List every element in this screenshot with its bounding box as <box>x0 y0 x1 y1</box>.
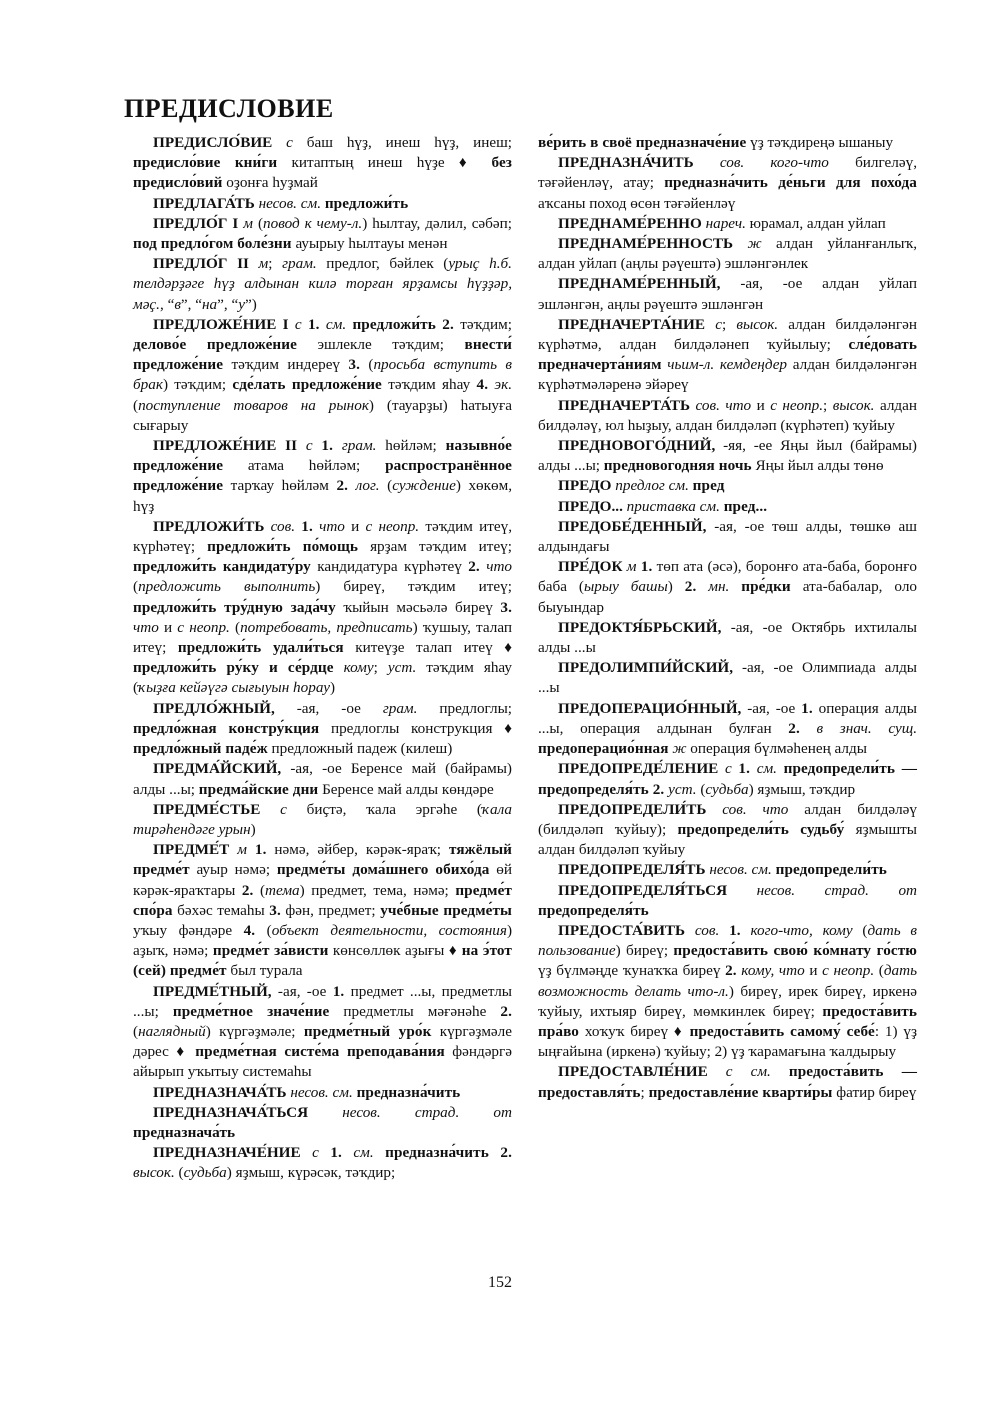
entry-headword: ПРЕДОЛИМПИ́ЙСКИЙ, <box>558 659 734 677</box>
entry-definition: с баш һүҙ, инеш һүҙ, инеш; предисло́вие кни́ги китаптың инеш һүҙе ♦ без предисло́вий оҙонға һуҙмай <box>133 134 513 192</box>
entry-definition: -ая, -ое 1. операция алды ...ы, операция алдынан булған 2. в знач. сущ. предоперацио́нная ж операция бүлмәһенең алды <box>538 699 917 758</box>
entry-definition: ве́рить в своё предназначе́ние үҙ тәҡдиреңә ышаныу <box>538 134 894 151</box>
dictionary-entry <box>538 699 917 760</box>
dictionary-entry <box>133 436 512 517</box>
entry-definition: несов. страд. от предназнача́ть <box>133 1103 512 1141</box>
dictionary-entry <box>538 517 917 557</box>
entry-definition: -ая, -ое 1. предмет ...ы, предметлы ...ы; предме́тное значе́ние предметлы мәғәнәһе 2. (наглядный) күргәҙмәле; предме́тный уро́к күргәҙмәле дәрес ♦ предме́тная систе́ма преподава́ния фәндәргә айырып уҡытыу системаһы <box>133 982 512 1081</box>
entry-definition: с см. предоста́вить — предоставля́ть; предоставле́ние кварти́ры фатир биреү <box>538 1063 917 1101</box>
dictionary-entry <box>133 1083 512 1103</box>
entry-definition: сов. кого-что билгеләү, тәғәйенләү, атау; предназна́чить де́ньги для похо́да аҡсаны поход өсөн тәғәйенләү <box>538 154 917 212</box>
dictionary-entry <box>538 476 917 496</box>
entry-definition: -ая, -ое алдан уйлап эшләнгән, аңлы рәүештә эшләнгән <box>538 275 917 313</box>
dictionary-entry <box>538 234 917 274</box>
entry-definition: несов. см. предложи́ть <box>258 194 409 212</box>
entry-definition: -ая, -ое Беренсе май (байрамы) алды ...ы; предма́йские дни Беренсе май алды көндәре <box>133 760 512 798</box>
entry-headword: ПРЕДНАМЕ́РЕННО <box>558 214 702 232</box>
entry-headword: ПРЕДОПРЕДЕЛИ́ТЬ <box>558 800 707 818</box>
dictionary-entry <box>538 759 917 799</box>
entry-definition: м (повод к чему-л.) һылтау, дәлил, сәбәп; под предло́гом боле́зни ауырыу һылтауы менән <box>133 214 512 253</box>
entry-headword: ПРЕДНАЗНА́ЧИТЬ <box>558 154 694 172</box>
entry-headword: ПРЕДЛОЖЕ́НИЕ II <box>153 437 297 455</box>
entry-headword: ПРЕДНАМЕ́РЕННОСТЬ <box>558 235 734 253</box>
dictionary-entry <box>538 921 917 1062</box>
entry-headword: ПРЕДЛО́ЖНЫЙ, <box>153 699 275 717</box>
entry-definition: сов. что и с неопр.; высок. алдан билдәләү, юл һыҙыу, алдан билдәләп (күрһәтеп) ҡуйыу <box>538 396 917 434</box>
dictionary-entry <box>538 133 917 153</box>
dictionary-entry <box>538 1062 917 1102</box>
entry-definition: с биҫтә, ҡала эргәһе (ҡала тирәһендәге урын) <box>133 800 512 838</box>
entry-headword: ПРЕДОПРЕДЕЛЯ́ТЬСЯ <box>558 881 728 899</box>
dictionary-entry <box>133 214 512 254</box>
entry-definition: -ая, -ое төш алды, төшкө аш алдындағы <box>538 517 917 556</box>
dictionary-entry <box>538 396 917 436</box>
entry-headword: ПРЕ́ДОК <box>558 558 623 576</box>
entry-definition: с 1. см. предложи́ть 2. тәҡдим; делово́е предложе́ние эшлекле тәҡдим; внести́ предложе́ние тәҡдим индереү 3. (просьба вступить в брак) тәҡдим; сде́лать предложе́ние тәҡдим яһау 4. эк. (поступление товаров на рынок) (тауарҙы) һатыуға сығарыу <box>133 315 513 434</box>
dictionary-entry <box>133 517 512 699</box>
entry-headword: ПРЕДМЕ́ТНЫЙ, <box>153 982 272 1000</box>
entry-headword: ПРЕДНАЗНАЧА́ТЬСЯ <box>153 1103 309 1121</box>
entry-headword: ПРЕДНАЗНАЧЕ́НИЕ <box>153 1144 301 1162</box>
entry-definition: м; грам. предлог, бәйлек (урыҫ һ.б. телдәрҙәге һүҙ алдынан килә торған ярҙамсы һүҙҙәр, мәҫ., “в”, “на”, “у”) <box>133 255 512 313</box>
dictionary-entry <box>133 194 512 214</box>
entry-definition: -ая, -ое Октябрь ихтилалы алды ...ы <box>538 618 917 657</box>
dictionary-entry <box>538 274 917 314</box>
entry-headword: ПРЕДНАЗНАЧА́ТЬ <box>153 1083 287 1101</box>
entry-headword: ПРЕДНАМЕ́РЕННЫЙ, <box>558 275 721 293</box>
entry-headword: ПРЕДМА́ЙСКИЙ, <box>153 760 282 778</box>
entry-headword: ПРЕДЛАГА́ТЬ <box>153 194 255 212</box>
left-column <box>133 133 512 1184</box>
entry-definition: предлог см. пред <box>615 477 725 495</box>
entry-headword: ПРЕДО <box>558 477 612 495</box>
entry-definition: м 1. төп ата (әсә), боронғо ата-баба, боронғо баба (ырыу башы) 2. мн. пре́дки ата-бабалар, оло быуындар <box>538 558 918 616</box>
dictionary-entry <box>133 982 512 1083</box>
dictionary-entry <box>538 800 917 861</box>
entry-definition: сов. 1. кого-что, кому (дать в пользование) биреү; предоста́вить свою́ ко́мнату го́стю үҙ бүлмәңде ҡунаҡҡа биреү 2. кому, что и с неопр. (дать возможность делать что-л.) биреү, ирек биреү, иркенә ҡуйыу, ихтыяр биреү, мөмкинлек биреү; предоста́вить пра́во хоҡуҡ биреү ♦ предоста́вить самому́ себе́: 1) үҙ ыңғайына (иркенә) ҡуйыу; 2) үҙ ҡарамағына ҡалдырыу <box>538 921 918 1061</box>
entry-definition: приставка см. пред... <box>626 497 768 515</box>
dictionary-entry <box>538 436 917 476</box>
dictionary-entry <box>133 133 512 194</box>
dictionary-entry <box>538 315 917 396</box>
entry-headword: ПРЕДЛО́Г II <box>153 255 249 273</box>
entry-definition: несов. см. предопредели́ть <box>709 861 887 879</box>
entry-definition: с; высок. алдан билдәләнгән күрһәтмә, алдан билдәләнеп ҡуйылыу; сле́довать предначерта́ниям чьим-л. кемдеңдер алдан билдәләнгән күрһәтмәләренә эйәреү <box>538 315 917 394</box>
dictionary-entry <box>133 759 512 799</box>
dictionary-entry <box>133 254 512 315</box>
entry-headword: ПРЕДОСТА́ВИТЬ <box>558 921 686 939</box>
dictionary-entry <box>538 497 917 517</box>
dictionary-entry <box>133 699 512 760</box>
entry-definition: с 1. см. предназна́чить 2. высок. (судьба) яҙмыш, күрәсәк, тәҡдир; <box>133 1144 513 1182</box>
dictionary-entry <box>133 315 512 436</box>
entry-headword: ПРЕДОПРЕДЕЛЯ́ТЬ <box>558 861 706 879</box>
dictionary-entry <box>538 658 917 698</box>
entry-headword: ПРЕДМЕ́Т <box>153 841 230 859</box>
dictionary-entry <box>538 153 917 214</box>
entry-headword: ПРЕДНОВОГО́ДНИЙ, <box>558 437 716 455</box>
dictionary-entry <box>133 800 512 840</box>
entry-definition: несов. страд. от предопределя́ть <box>538 881 918 919</box>
entry-definition: -ая, -ое грам. предлоглы; предло́жная констру́кция предлоглы конструкция ♦ предло́жный паде́ж предложный падеж (килеш) <box>133 699 512 758</box>
entry-headword: ПРЕДО... <box>558 497 623 515</box>
dictionary-entry <box>538 618 917 658</box>
entry-headword: ПРЕДМЕ́СТЬЕ <box>153 800 261 818</box>
right-column <box>538 133 917 1103</box>
dictionary-entry <box>133 840 512 981</box>
entry-definition: с 1. грам. һөйләм; назывно́е предложе́ние атама һөйләм; распространённое предложе́ние тарҡау һөйләм 2. лог. (суждение) хөкөм, һүҙ <box>133 437 513 515</box>
dictionary-entry <box>133 1103 512 1143</box>
entry-headword: ПРЕДОБЕ́ДЕННЫЙ, <box>558 517 707 535</box>
dictionary-entry <box>133 1143 512 1183</box>
entry-definition: несов. см. предназна́чить <box>290 1083 461 1101</box>
entry-definition: -яя, -ее Яңы йыл (байрамы) алды ...ы; предновогодняя ночь Яңы йыл алды төнө <box>538 437 917 475</box>
entry-definition: ж алдан уйланғанлыҡ, алдан уйлап (аңлы рәүештә) эшләнгәнлек <box>538 235 917 273</box>
entry-definition: сов. 1. что и с неопр. тәҡдим итеү, күрһәтеү; предложи́ть по́мощь ярҙам тәҡдим итеү; предложи́ть кандидату́ру кандидатура күрһәтеү 2. что (предложить выполнить) биреү, тәҡдим итеү; предложи́ть тру́дную зада́чу ҡыйын мәсьәлә биреү 3. что и с неопр. (потребовать, предписать) ҡушыу, талап итеү; предложи́ть удали́ться китеүҙе талап итеү ♦ предложи́ть ру́ку и се́рдце кому; уст. тәҡдим яһау (ҡыҙға кейәүгә сығыуын һорау) <box>133 517 513 697</box>
entry-headword: ПРЕДИСЛО́ВИЕ <box>153 134 273 151</box>
entry-definition: -ая, -ое Олимпиада алды ...ы <box>538 659 917 697</box>
entry-definition: сов. что алдан билдәләү (билдәләп ҡуйыу); предопредели́ть судьбу́ яҙмышты алдан билдәләп ҡуйыу <box>538 800 918 859</box>
entry-headword: ПРЕДЛОЖЕ́НИЕ I <box>153 315 289 333</box>
dictionary-entry <box>538 214 917 234</box>
entry-headword: ПРЕДНАЧЕРТА́ТЬ <box>558 396 691 414</box>
entry-definition: м 1. нәмә, әйбер, кәрәк-яраҡ; тяжёлый предме́т ауыр нәмә; предме́ты дома́шнего обихо́да өй кәрәк-яраҡтары 2. (тема) предмет, тема, нәмә; предме́т спо́ра бәхәс темаһы 3. фән, предмет; уче́бные предме́ты уҡыу фәндәре 4. (объект деятельности, состояния) аҙыҡ, нәмә; предме́т за́висти көнсөллөк аҙығы ♦ на э́тот (сей) предме́т был турала <box>133 841 513 980</box>
entry-headword: ПРЕДЛОЖИ́ТЬ <box>153 517 265 535</box>
section-title: ПРЕДИСЛОВИЕ <box>124 94 334 123</box>
dictionary-entry <box>538 860 917 880</box>
entry-headword: ПРЕДНАЧЕРТА́НИЕ <box>558 315 705 333</box>
dictionary-entry <box>538 557 917 618</box>
entry-headword: ПРЕДОКТЯ́БРЬСКИЙ, <box>558 618 722 636</box>
entry-headword: ПРЕДОПЕРАЦИО́ННЫЙ, <box>558 699 742 717</box>
entry-headword: ПРЕДОСТАВЛЕ́НИЕ <box>558 1063 708 1081</box>
entry-headword: ПРЕДОПРЕДЕ́ЛЕНИЕ <box>558 760 719 778</box>
page-number: 152 <box>488 1274 512 1291</box>
entry-definition: с 1. см. предопредели́ть — предопределя́ть 2. уст. (судьба) яҙмыш, тәҡдир <box>538 760 918 798</box>
dictionary-entry <box>538 881 917 921</box>
entry-definition: нареч. юрамал, алдан уйлап <box>705 214 886 232</box>
entry-headword: ПРЕДЛО́Г I <box>153 214 239 232</box>
